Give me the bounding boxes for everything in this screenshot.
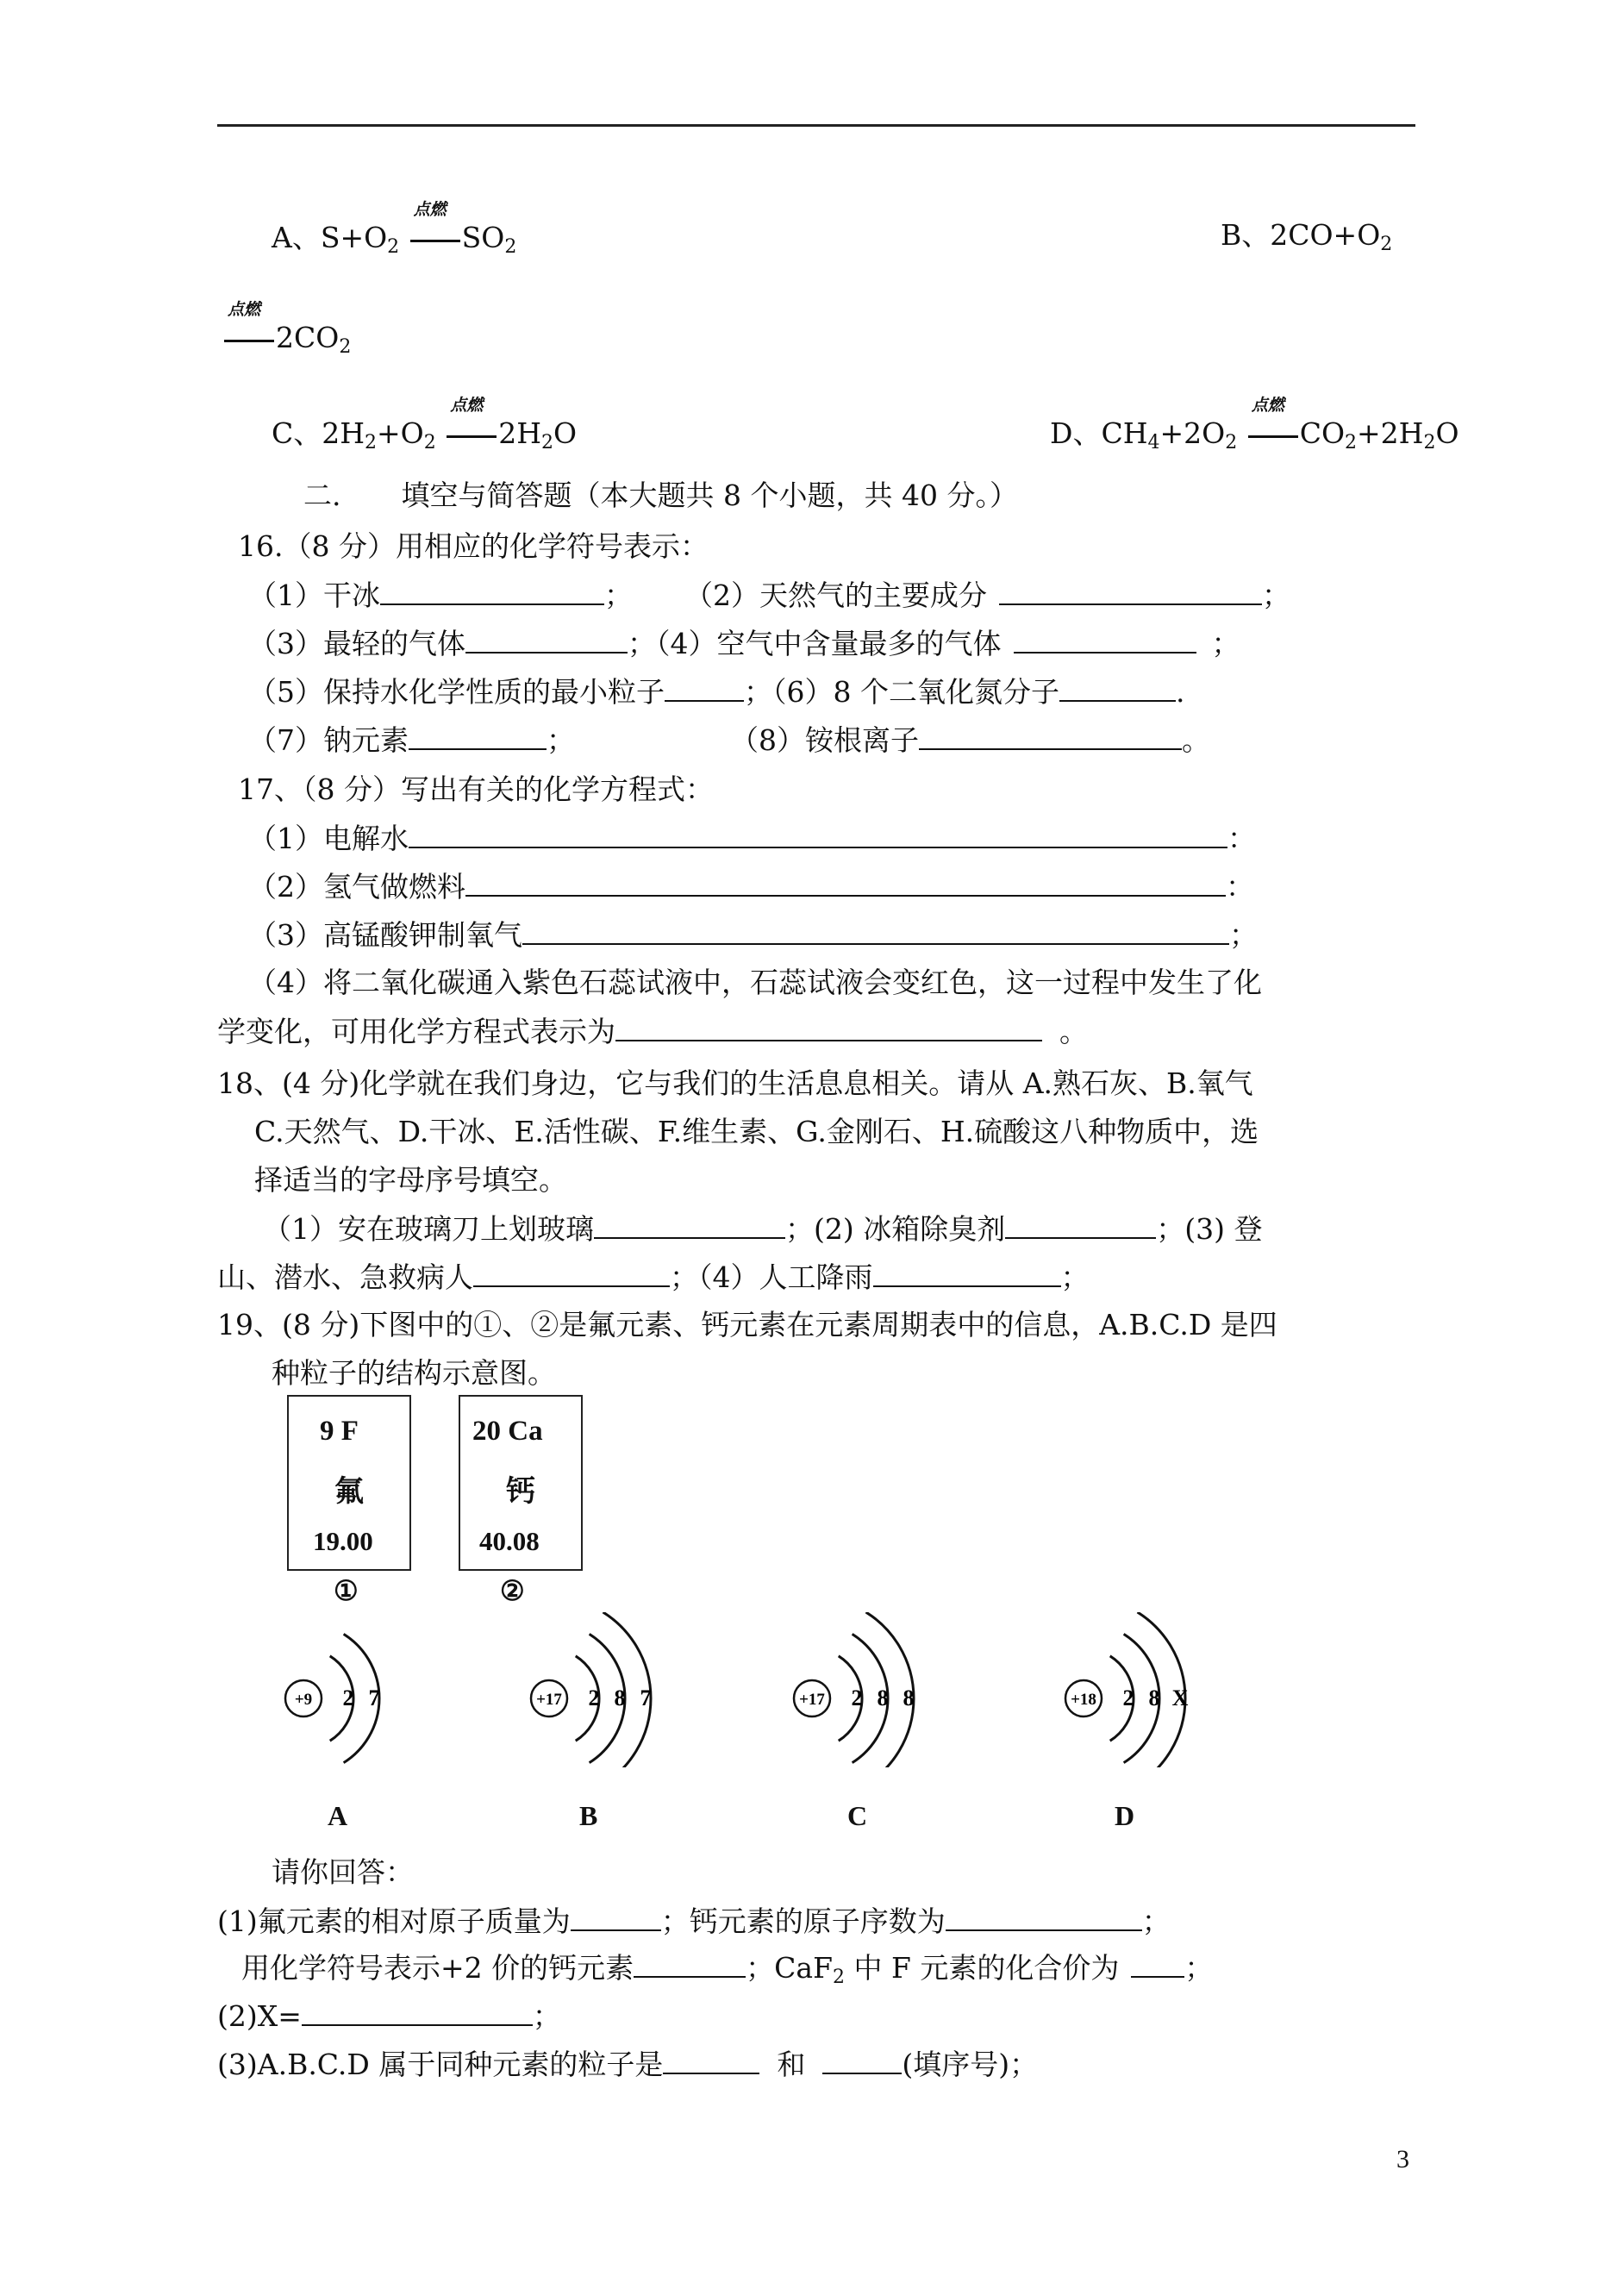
shell-electron-count: 2 — [588, 1685, 600, 1710]
q19-line1: 19、(8 分)下图中的①、②是氟元素、钙元素在元素周期表中的信息，A.B.C.D 是四 — [217, 1308, 1277, 1341]
shell-electron-count: 2 — [851, 1685, 863, 1710]
element-mass: 19.00 — [313, 1526, 373, 1556]
shell-electron-count: 8 — [614, 1685, 626, 1710]
q16-heading: 16.（8 分）用相应的化学符号表示： — [238, 529, 709, 563]
reaction-condition: 点燃 — [410, 218, 460, 247]
shell-electron-count: 8 — [903, 1685, 915, 1710]
option-a: A、$S+O_2$ 点燃 $SO_2$ — [272, 200, 517, 258]
shell-electron-count: 2 — [1122, 1685, 1134, 1710]
atom-label: D — [1115, 1800, 1135, 1831]
section-heading: 二. 填空与简答题（本大题共 8 个小题，共 40 分。） — [303, 478, 1018, 512]
q19-answer4: (3)A.B.C.D 属于同种元素的粒子是 和 (填序号)； — [217, 2048, 1039, 2081]
atom-structure-2 — [522, 1612, 737, 1767]
element-mass: 40.08 — [479, 1526, 540, 1556]
q17-line1: （1）电解水 ： — [248, 822, 1256, 855]
nucleus-charge: +17 — [536, 1691, 562, 1709]
q19-answer1: (1)氟元素的相对原子质量为 ；钙元素的原子序数为 ； — [217, 1904, 1171, 1938]
q19-answer3: (2)X= ； — [217, 1999, 561, 2033]
shell-electron-count: 7 — [368, 1685, 380, 1710]
nucleus-charge: +18 — [1071, 1691, 1096, 1709]
atom-label: C — [847, 1800, 868, 1831]
option-b: B、$2CO+O_2$ — [1221, 218, 1393, 255]
shell-electron-count: X — [1171, 1685, 1189, 1710]
nucleus-charge: +9 — [294, 1691, 313, 1709]
q16-line2: （3）最轻的气体 ；（4）空气中含量最多的气体 ； — [248, 627, 1240, 660]
reaction-condition: 点燃 — [447, 414, 497, 443]
shell-electron-count: 8 — [1148, 1685, 1160, 1710]
reaction-condition: 点燃 — [1248, 414, 1298, 443]
option-c: C、$2H_2+O_2$ 点燃 $2H_2O$ — [272, 396, 578, 453]
q18-line1: 18、(4 分)化学就在我们身边，它与我们的生活息息相关。请从 A.熟石灰、B.氧气 — [217, 1066, 1253, 1100]
q17-line3: （3）高锰酸钾制氧气 ； — [248, 918, 1258, 952]
option-b-continued: 点燃 $2CO_2$ — [222, 318, 351, 355]
page-number: 3 — [1396, 2145, 1409, 2173]
figure-tag-1: ① — [334, 1574, 359, 1607]
reaction-condition: 点燃 — [224, 318, 274, 347]
q17-line4: （4）将二氧化碳通入紫色石蕊试液中，石蕊试液会变红色，这一过程中发生了化 — [248, 966, 1262, 999]
q16-line1: （1）干冰 ； （2）天然气的主要成分 ； — [248, 578, 1290, 612]
atom-structure-1 — [276, 1612, 491, 1767]
option-d: D、$CH_4+2O_2$ 点燃 $CO_2+2H_2O$ — [1050, 396, 1459, 453]
atom-structure-3 — [784, 1612, 1000, 1767]
fluorine-cell — [287, 1395, 411, 1571]
q17-line2: （2）氢气做燃料 ： — [248, 870, 1254, 904]
shell-electron-count: 8 — [877, 1685, 889, 1710]
figure-tag-2: ② — [500, 1574, 525, 1607]
nucleus-charge: +17 — [799, 1691, 825, 1709]
shell-electron-count: 2 — [342, 1685, 354, 1710]
atom-label: B — [579, 1800, 598, 1831]
q19-line2: 种粒子的结构示意图。 — [272, 1356, 556, 1390]
q18-line5: 山、潜水、急救病人 ；（4）人工降雨 ； — [217, 1260, 1090, 1294]
atom-label: A — [328, 1800, 348, 1831]
q18-line2: C.天然气、D.干冰、E.活性碳、F.维生素、G.金刚石、H.硫酸这八种物质中，选 — [254, 1115, 1259, 1148]
q18-line3: 择适当的字母序号填空。 — [254, 1163, 567, 1197]
element-symbol: 9 F — [320, 1416, 359, 1447]
q17-heading: 17、（8 分）写出有关的化学方程式： — [238, 772, 714, 806]
q17-line5: 学变化，可用化学方程式表示为 。 — [217, 1015, 1088, 1048]
answer-prompt: 请你回答： — [272, 1855, 414, 1889]
element-symbol: 20 Ca — [472, 1416, 543, 1447]
header-rule — [217, 124, 1415, 127]
q18-line4: （1）安在玻璃刀上划玻璃 ；(2) 冰箱除臭剂 ；(3) 登 — [263, 1212, 1263, 1246]
atom-structure-4 — [1056, 1612, 1271, 1767]
q19-answer2: 用化学符号表示+2 价的钙元素 ；CaF$_2$ 中 F 元素的化合价为 ； — [241, 1951, 1214, 1988]
element-name: 氟 — [334, 1476, 364, 1508]
element-name: 钙 — [506, 1476, 535, 1508]
calcium-cell — [459, 1395, 583, 1571]
q16-line4: （7）钠元素 ； （8）铵根离子 。 — [248, 723, 1210, 757]
q16-line3: （5）保持水化学性质的最小粒子 ；（6）8 个二氧化氮分子 . — [248, 675, 1185, 709]
shell-electron-count: 7 — [640, 1685, 652, 1710]
